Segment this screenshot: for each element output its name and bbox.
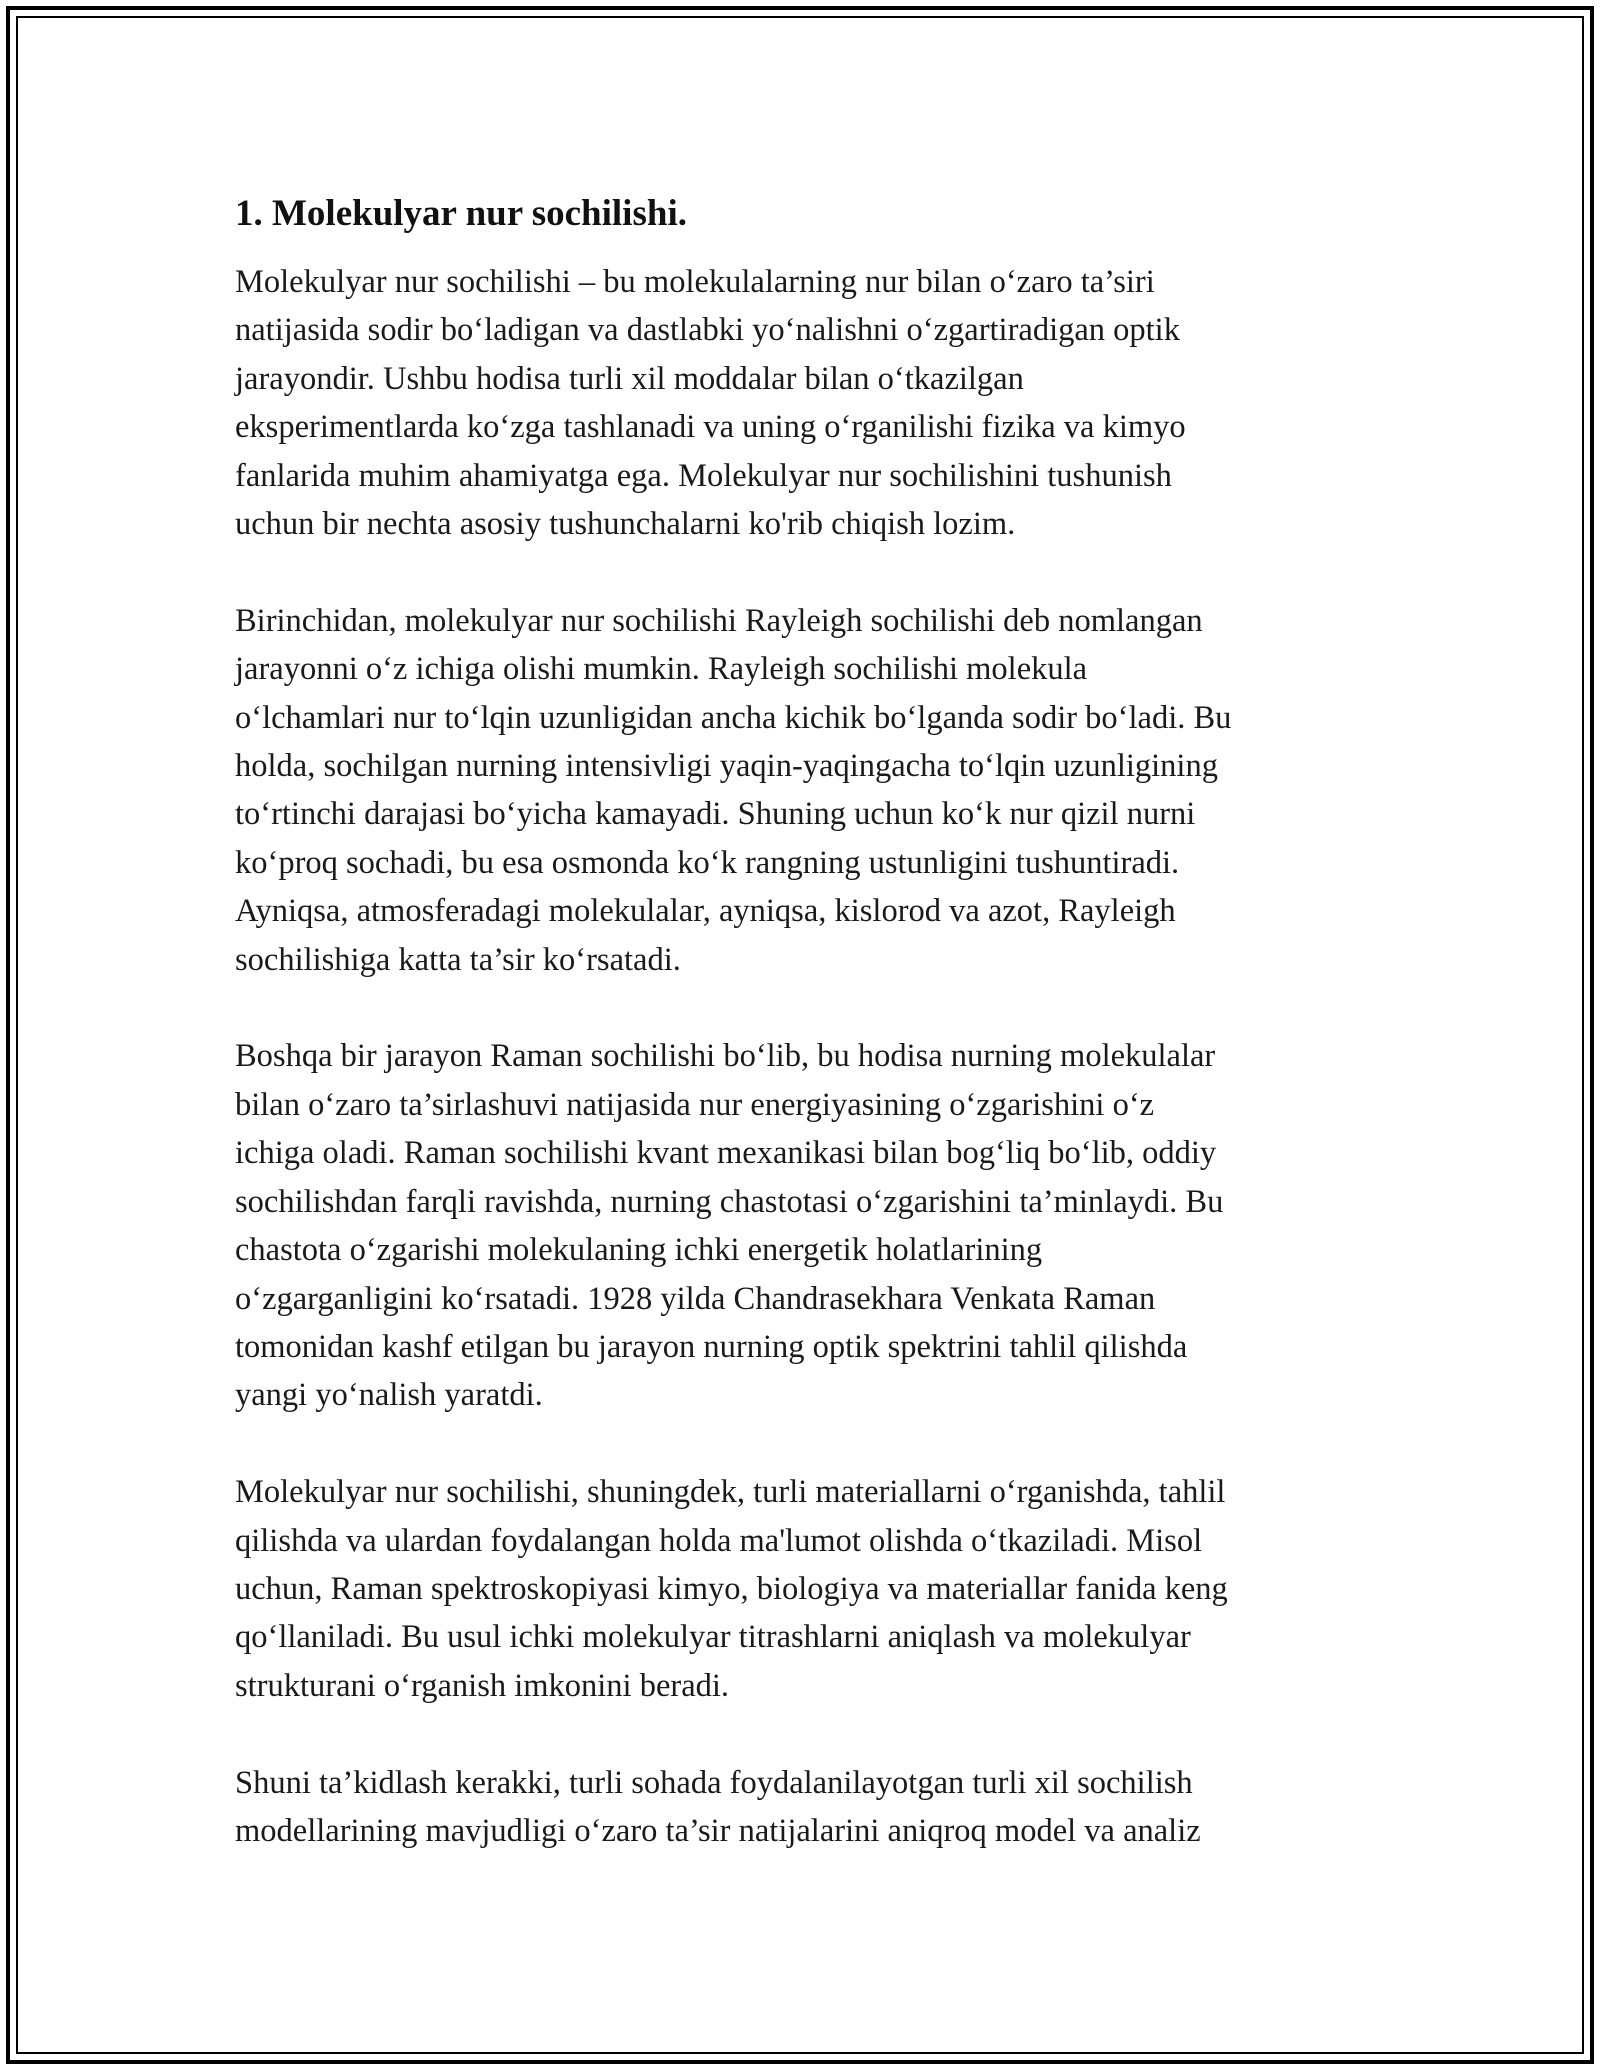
text-line: chastota o‘zgarishi molekulaning ichki energetik holatlarining — [235, 1232, 1043, 1269]
section-heading: 1. Molekulyar nur sochilishi. — [235, 193, 687, 234]
text-line: natijasida sodir bo‘ladigan va dastlabki yo‘nalishni o‘zgartiradigan optik — [235, 312, 1180, 349]
text-line: sochilishdan farqli ravishda, nurning chastotasi o‘zgarishini ta’minlaydi. Bu — [235, 1183, 1224, 1220]
text-line: uchun bir nechta asosiy tushunchalarni ko'rib chiqish lozim. — [235, 506, 1016, 543]
document-body — [235, 188, 1370, 1904]
paragraph-3 — [235, 1032, 1370, 1419]
text-line: qilishda va ulardan foydalangan holda ma'lumot olishda o‘tkaziladi. Misol — [235, 1522, 1203, 1559]
text-line: yangi yo‘nalish yaratdi. — [235, 1377, 543, 1414]
text-line: Boshqa bir jarayon Raman sochilishi bo‘lib, bu hodisa nurning molekulalar — [235, 1038, 1216, 1075]
text-line: to‘rtinchi darajasi bo‘yicha kamayadi. Shuning uchun ko‘k nur qizil nurni — [235, 796, 1196, 833]
text-line: Molekulyar nur sochilishi – bu molekulalarning nur bilan o‘zaro ta’siri — [235, 264, 1155, 300]
text-line: fanlarida muhim ahamiyatga ega. Molekulyar nur sochilishini tushunish — [235, 457, 1172, 494]
text-line: o‘lchamlari nur to‘lqin uzunligidan ancha kichik bo‘lganda sodir bo‘ladi. Bu — [235, 699, 1232, 736]
text-line: sochilishiga katta ta’sir ko‘rsatadi. — [235, 941, 681, 978]
text-line: bilan o‘zaro ta’sirlashuvi natijasida nur energiyasining o‘zgarishini o‘z — [235, 1086, 1155, 1123]
text-line: ichiga oladi. Raman sochilishi kvant mexanikasi bilan bog‘liq bo‘lib, oddiy — [235, 1135, 1217, 1172]
text-line: ko‘proq sochadi, bu esa osmonda ko‘k rangning ustunligini tushuntiradi. — [235, 844, 1180, 881]
text-line: strukturani o‘rganish imkonini beradi. — [235, 1667, 730, 1704]
text-line: uchun, Raman spektroskopiyasi kimyo, biologiya va materiallar fanida keng — [235, 1570, 1228, 1607]
text-line: Birinchidan, molekulyar nur sochilishi Rayleigh sochilishi deb nomlangan — [235, 602, 1203, 639]
text-line: holda, sochilgan nurning intensivligi yaqin-yaqingacha to‘lqin uzunligining — [235, 748, 1218, 785]
text-line: Ayniqsa, atmosferadagi molekulalar, ayniqsa, kislorod va azot, Rayleigh — [235, 893, 1176, 930]
paragraph-1 — [235, 258, 1370, 548]
text-line: jarayonni o‘z ichiga olishi mumkin. Rayleigh sochilishi molekula — [235, 651, 1088, 688]
paragraph-4 — [235, 1468, 1370, 1710]
text-line: jarayondir. Ushbu hodisa turli xil moddalar bilan o‘tkazilgan — [235, 360, 1024, 397]
text-line: tomonidan kashf etilgan bu jarayon nurning optik spektrini tahlil qilishda — [235, 1328, 1188, 1365]
text-line: Shuni ta’kidlash kerakki, turli sohada foydalanilayotgan turli xil sochilish — [235, 1764, 1193, 1801]
text-line: qo‘llaniladi. Bu usul ichki molekulyar titrashlarni aniqlash va molekulyar — [235, 1619, 1191, 1656]
text-line: o‘zgarganligini ko‘rsatadi. 1928 yilda Chandrasekhara Venkata Raman — [235, 1280, 1156, 1317]
paragraph-5 — [235, 1759, 1370, 1856]
text-line: eksperimentlarda ko‘zga tashlanadi va uning o‘rganilishi fizika va kimyo — [235, 409, 1186, 446]
text-line: Molekulyar nur sochilishi, shuningdek, turli materiallarni o‘rganishda, tahlil — [235, 1474, 1226, 1511]
text-line: modellarining mavjudligi o‘zaro ta’sir natijalarini aniqroq model va analiz — [235, 1812, 1201, 1849]
paragraph-2 — [235, 597, 1370, 984]
